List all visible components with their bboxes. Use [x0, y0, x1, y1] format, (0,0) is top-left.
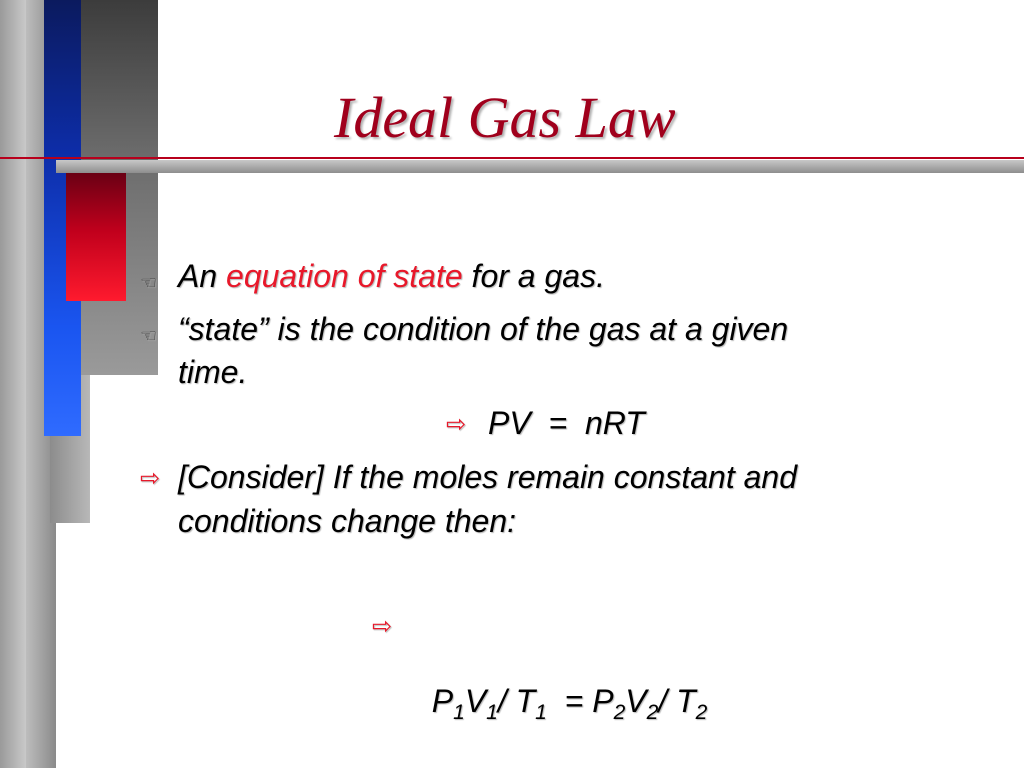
bullet-consider-line2 — [178, 502, 516, 540]
formula-v: V — [464, 683, 487, 719]
bullet-state-definition — [140, 310, 789, 348]
formula-t: T — [676, 683, 696, 719]
arrow-right-icon: ⇨ — [446, 411, 467, 438]
equation-text: PV = nRT — [488, 405, 645, 441]
formula-equals: = — [546, 683, 593, 719]
formula-slash: / — [658, 683, 677, 719]
bullet-state-definition-line2 — [178, 353, 247, 391]
highlighted-term: equation of state — [226, 258, 463, 294]
bullet-text-line2: conditions change then: — [178, 503, 517, 539]
formula-p: P — [592, 683, 614, 719]
decor-gray-bar-left — [0, 0, 26, 768]
formula-v: V — [625, 683, 647, 719]
bullet-text-prefix: An — [178, 258, 227, 294]
bullet-text-line2: time. — [178, 354, 248, 390]
slide-title: Ideal Gas Law — [334, 85, 676, 150]
pointing-hand-icon: ☜ — [140, 273, 158, 294]
formula-subscript: 2 — [695, 701, 708, 724]
bullet-ideal-gas-equation — [446, 404, 645, 442]
formula-subscript: 1 — [535, 701, 547, 724]
formula-subscript: 1 — [453, 701, 465, 724]
bullet-text-line1: “state” is the condition of the gas at a given — [178, 311, 789, 347]
bullet-text-line1: [Consider] If the moles remain constant and — [178, 459, 797, 495]
formula-subscript: 2 — [613, 701, 626, 724]
decor-red-block — [66, 173, 126, 301]
arrow-right-icon: ⇨ — [372, 613, 393, 640]
formula-subscript: 1 — [486, 701, 498, 724]
bullet-consider — [140, 458, 797, 496]
formula-subscript: 2 — [646, 701, 659, 724]
bullet-text-suffix: for a gas. — [462, 258, 605, 294]
title-underline-red — [0, 157, 1024, 159]
formula-t: T — [515, 683, 536, 719]
formula-slash: / — [497, 683, 516, 719]
formula-p: P — [431, 683, 454, 719]
title-underline-gray — [56, 160, 1024, 173]
bullet-equation-of-state — [140, 257, 605, 295]
pointing-hand-icon: ☜ — [140, 326, 158, 347]
bullet-combined-gas-law — [372, 606, 708, 724]
arrow-right-icon: ⇨ — [140, 465, 161, 492]
